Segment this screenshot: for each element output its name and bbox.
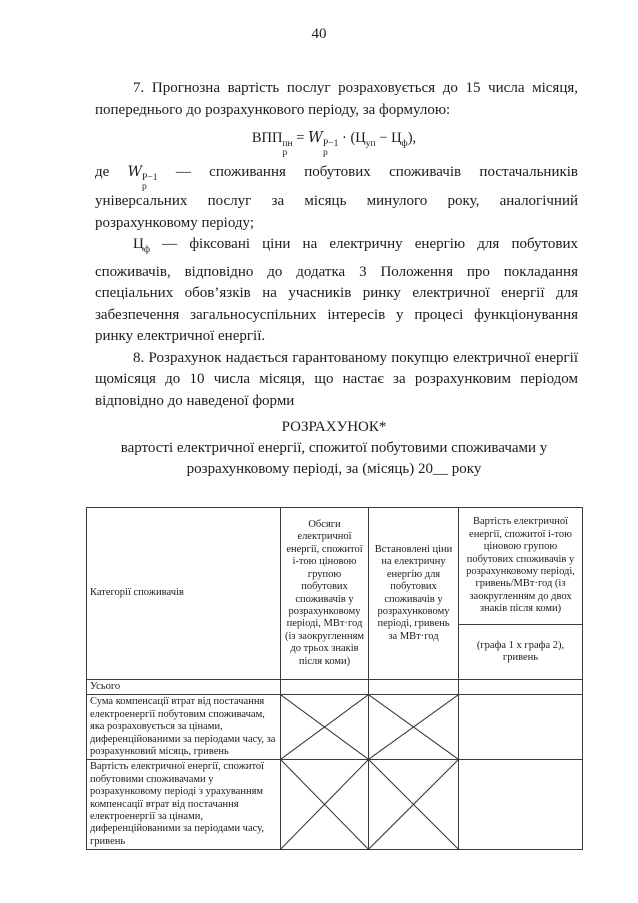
calculation-subtitle: вартості електричної енергії, спожитої побутовими споживачами у розрахунковому періоді, за (місяць) 20__ року xyxy=(120,440,548,477)
paragraph-cf-definition: $Ц_ф$ — фіксовані ціни на електричну енергію для побутових споживачів, відповідно до додатка 3 Положення про покладання спеціальних обов’язків на учасників ринку електричної енергії для забезпечення загальносуспільних інтересів у процесі функціонування ринку електричної енергії. xyxy=(95,236,579,344)
page-number: 40 xyxy=(311,26,327,42)
column-header-cost: Вартість електричної енергії, спожитої і-тою ціновою групою побутових споживачів у розрахунковому періоді, гривень/МВт·год (із заокругленням до двох знаків після коми) xyxy=(459,508,583,625)
formula-price-diff: $(Ц_{уп} - Ц_ф)$, xyxy=(350,130,417,149)
cross-mark-icon xyxy=(281,760,368,849)
table-row-cost-with-compensation xyxy=(87,760,583,850)
crossed-cell-compensation-volume xyxy=(281,695,369,760)
cell-total-volume xyxy=(281,680,369,695)
row-label-total: Усього xyxy=(87,680,281,695)
document-content xyxy=(86,78,582,850)
multiplication-dot: · xyxy=(341,130,347,146)
w-symbol: W Р−1 р xyxy=(127,164,158,192)
cell-total-price xyxy=(369,680,459,695)
cross-mark-icon xyxy=(369,695,458,759)
calculation-table xyxy=(86,507,583,850)
paragraph-w-definition: де W Р−1 р — споживання побутових споживачів постачальників універсальних послуг за місяць минулого року, аналогічний розрахунковому періоду; xyxy=(95,164,579,231)
column-header-volumes: Обсяги електричної енергії, спожитої і-тою ціновою групою побутових споживачів у розрахунковому періоді, МВт·год (із заокругленням до трьох знаків після коми) xyxy=(281,508,369,680)
crossed-cell-compensation-price xyxy=(369,695,459,760)
formula-vpp xyxy=(86,125,582,157)
column-header-prices: Встановлені ціни на електричну енергію для побутових споживачів у розрахунковому періоді, гривень за МВт·год xyxy=(369,508,459,680)
crossed-cell-cost-price xyxy=(369,760,459,850)
paragraph-7: 7. Прогнозна вартість послуг розраховується до 15 числа місяця, попереднього до розрахункового періоду, за формулою: xyxy=(95,80,578,118)
cell-total-cost xyxy=(459,680,583,695)
equals-sign: = xyxy=(296,130,305,146)
calculation-title: РОЗРАХУНОК* xyxy=(281,419,387,435)
formula-w-term: W Р−1 р xyxy=(308,130,339,158)
formula-lhs: ВПП пн р xyxy=(251,130,293,158)
table-row-total xyxy=(87,680,583,695)
row-label-cost-with-compensation: Вартість електричної енергії, спожитої побутовими споживачами у розрахунковому періоді з урахуванням компенсації втрат від постачання електроенергії за цінами, диференційованими за періодами часу, гривень xyxy=(87,760,281,850)
cross-mark-icon xyxy=(369,760,458,849)
paragraph-8: 8. Розрахунок надається гарантованому покупцю електричної енергії щомісяця до 10 числа місяця, що настає за розрахунковим періодом відповідно до наведеної форми xyxy=(95,349,578,409)
row-label-compensation: Сума компенсації втрат від постачання електроенергії побутовим споживачам, яка розраховується за цінами, диференційованими за періодами часу, за розрахунковий місяць, гривень xyxy=(87,695,281,760)
column-header-cost-formula: (графа 1 х графа 2), гривень xyxy=(459,625,583,680)
cf-symbol: $Ц_ф$ xyxy=(133,236,150,255)
table-row-compensation xyxy=(87,695,583,760)
cross-mark-icon xyxy=(281,695,368,759)
crossed-cell-cost-volume xyxy=(281,760,369,850)
cell-compensation-cost xyxy=(459,695,583,760)
cell-cost-total xyxy=(459,760,583,850)
column-header-categories: Категорії споживачів xyxy=(87,508,281,680)
